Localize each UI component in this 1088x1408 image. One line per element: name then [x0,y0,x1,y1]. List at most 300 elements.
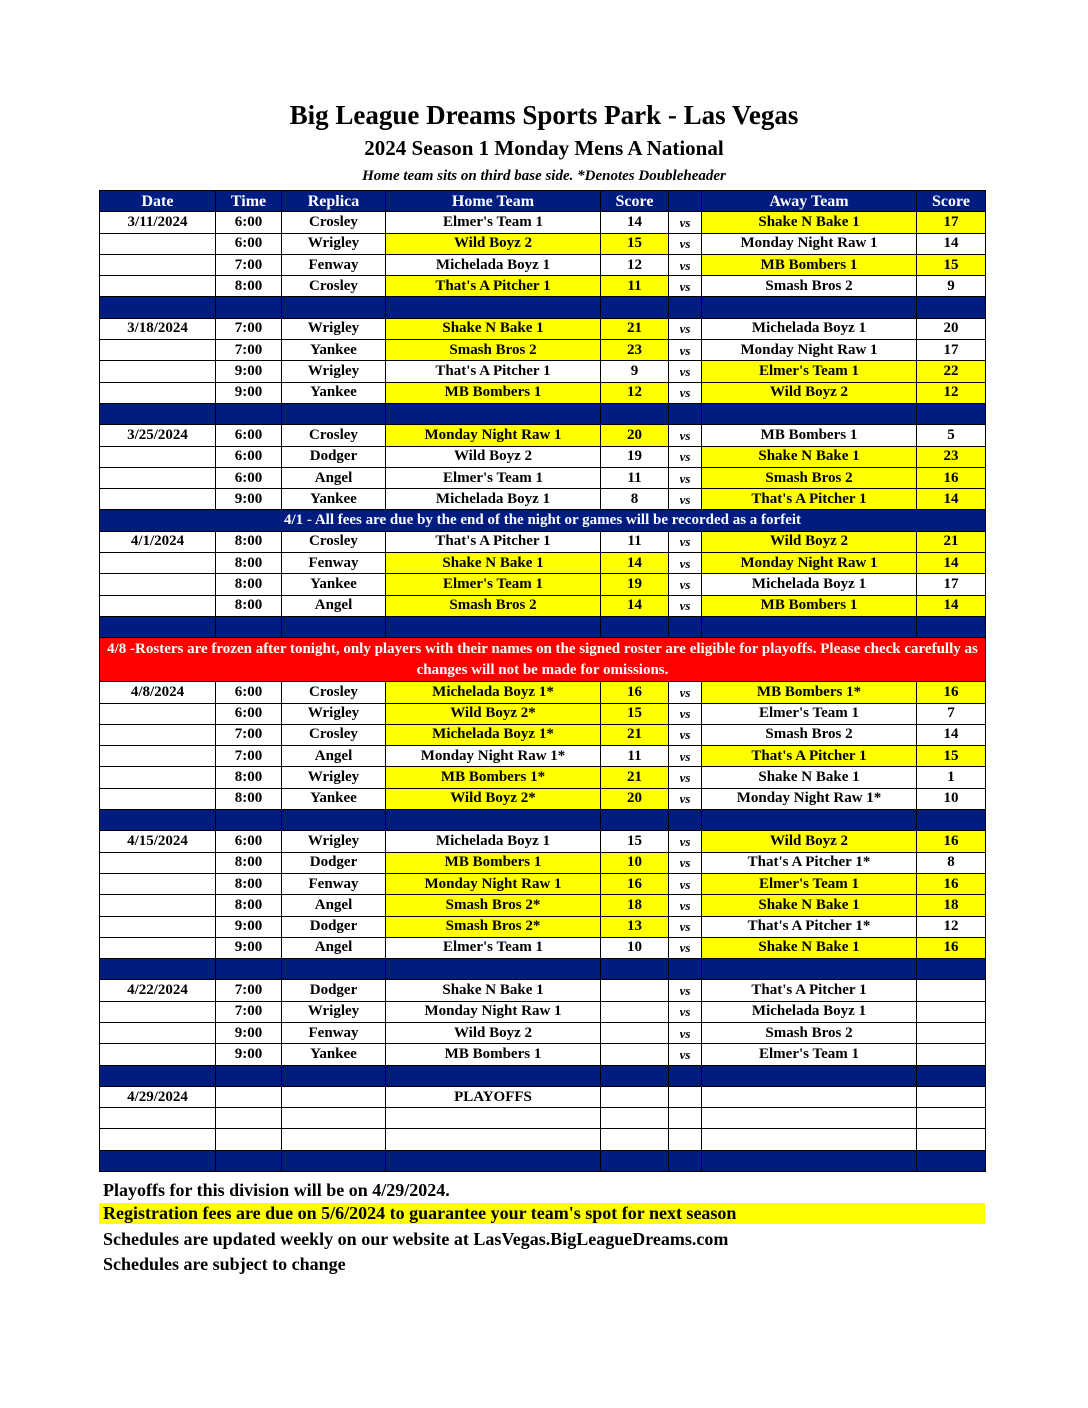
away-team: Shake N Bake 1 [702,767,917,788]
separator-row [100,959,986,980]
game-row [100,553,986,574]
home-score: 19 [601,446,669,467]
game-time: 9:00 [216,489,282,510]
away-score: 21 [917,531,986,552]
game-field: Dodger [282,916,386,937]
home-team: Smash Bros 2 [386,340,601,361]
game-time: 8:00 [216,895,282,916]
vs-label: vs [669,767,702,788]
game-field: Yankee [282,340,386,361]
game-field: Fenway [282,553,386,574]
column-header-away-score: Score [917,191,986,212]
home-score: 14 [601,212,669,233]
separator-cell [601,1065,669,1086]
game-date [100,574,216,595]
game-row [100,446,986,467]
separator-cell [917,959,986,980]
vs-label: vs [669,746,702,767]
vs-label: vs [669,574,702,595]
schedule-note: Home team sits on third base side. *Denotes Doubleheader [362,168,726,184]
game-field: Angel [282,595,386,616]
game-row [100,361,986,382]
away-team: Smash Bros 2 [702,724,917,745]
game-row [100,1022,986,1043]
separator-row [100,616,986,637]
game-time: 8:00 [216,553,282,574]
separator-cell [386,959,601,980]
separator-cell [216,1065,282,1086]
away-team: Shake N Bake 1 [702,446,917,467]
home-team: Smash Bros 2* [386,916,601,937]
home-team: Wild Boyz 2* [386,788,601,809]
home-team: Shake N Bake 1 [386,318,601,339]
separator-cell [100,403,216,424]
separator-cell [216,297,282,318]
home-score: 11 [601,746,669,767]
schedule-table [99,190,986,1172]
home-score [601,1086,669,1107]
game-row [100,595,986,616]
game-row [100,937,986,958]
home-team: Shake N Bake 1 [386,980,601,1001]
home-team: Michelada Boyz 1* [386,724,601,745]
separator-cell [100,297,216,318]
away-score: 15 [917,746,986,767]
vs-label: vs [669,276,702,297]
separator-cell [702,616,917,637]
game-row [100,831,986,852]
game-date [100,746,216,767]
game-field: Wrigley [282,1001,386,1022]
game-time: 8:00 [216,852,282,873]
home-score: 21 [601,767,669,788]
home-score: 16 [601,873,669,894]
separator-cell [100,959,216,980]
separator-cell [282,1150,386,1171]
game-field [282,1086,386,1107]
game-field: Fenway [282,254,386,275]
home-score: 11 [601,531,669,552]
game-row [100,340,986,361]
game-date: 3/25/2024 [100,425,216,446]
game-field: Yankee [282,1044,386,1065]
game-time: 8:00 [216,873,282,894]
away-team: Monday Night Raw 1* [702,788,917,809]
away-score: 16 [917,467,986,488]
game-date [100,489,216,510]
home-score: 18 [601,895,669,916]
home-score: 15 [601,831,669,852]
home-score: 12 [601,254,669,275]
away-score [917,1129,986,1150]
game-time: 6:00 [216,703,282,724]
home-score: 15 [601,233,669,254]
game-field: Crosley [282,682,386,703]
vs-label: vs [669,1022,702,1043]
footer-change-note: Schedules are subject to change [103,1254,346,1274]
separator-cell [669,403,702,424]
game-time [216,1129,282,1150]
page-title: Big League Dreams Sports Park - Las Vegas [289,100,799,130]
vs-label: vs [669,916,702,937]
separator-cell [216,959,282,980]
game-row [100,746,986,767]
vs-label: vs [669,254,702,275]
game-field: Fenway [282,1022,386,1043]
separator-cell [601,403,669,424]
separator-cell [702,297,917,318]
home-team: Smash Bros 2* [386,895,601,916]
game-field [282,1129,386,1150]
game-date [100,361,216,382]
game-time: 7:00 [216,318,282,339]
game-time: 6:00 [216,467,282,488]
page-subtitle: 2024 Season 1 Monday Mens A National [364,136,724,160]
game-row [100,703,986,724]
home-score [601,1001,669,1022]
vs-label: vs [669,382,702,403]
away-team: Elmer's Team 1 [702,1044,917,1065]
home-score: 12 [601,382,669,403]
game-time: 9:00 [216,382,282,403]
game-time: 7:00 [216,1001,282,1022]
vs-label: vs [669,340,702,361]
game-time: 6:00 [216,425,282,446]
home-score: 8 [601,489,669,510]
home-score [601,1022,669,1043]
home-team: MB Bombers 1* [386,767,601,788]
separator-cell [917,810,986,831]
away-team: Smash Bros 2 [702,1022,917,1043]
home-score: 15 [601,703,669,724]
game-time: 6:00 [216,212,282,233]
away-team: MB Bombers 1 [702,425,917,446]
away-score: 9 [917,276,986,297]
separator-cell [100,1065,216,1086]
table-header-row [100,191,986,212]
away-score [917,1086,986,1107]
column-header-time: Time [216,191,282,212]
vs-label: vs [669,233,702,254]
home-score: 16 [601,682,669,703]
home-score: 20 [601,425,669,446]
game-row [100,1044,986,1065]
separator-cell [282,403,386,424]
home-team: Wild Boyz 2 [386,233,601,254]
away-score [917,1001,986,1022]
game-field: Wrigley [282,233,386,254]
vs-label: vs [669,980,702,1001]
away-score [917,1044,986,1065]
game-date [100,724,216,745]
separator-cell [386,403,601,424]
game-time: 6:00 [216,446,282,467]
game-row [100,382,986,403]
home-score [601,980,669,1001]
home-score: 20 [601,788,669,809]
separator-row [100,403,986,424]
away-team: Wild Boyz 2 [702,831,917,852]
separator-cell [601,616,669,637]
vs-label: vs [669,1001,702,1022]
home-team: Monday Night Raw 1* [386,746,601,767]
game-row [100,531,986,552]
vs-label: vs [669,682,702,703]
game-date [100,254,216,275]
game-date: 4/29/2024 [100,1086,216,1107]
game-date [100,595,216,616]
game-time [216,1108,282,1129]
separator-cell [282,1065,386,1086]
game-time: 8:00 [216,788,282,809]
away-team: Monday Night Raw 1 [702,340,917,361]
home-team: Michelada Boyz 1 [386,489,601,510]
separator-cell [669,810,702,831]
game-date [100,788,216,809]
game-field: Wrigley [282,318,386,339]
away-score: 17 [917,574,986,595]
away-team: That's A Pitcher 1* [702,852,917,873]
vs-label: vs [669,212,702,233]
game-date [100,895,216,916]
game-time: 9:00 [216,361,282,382]
game-date [100,446,216,467]
separator-cell [917,403,986,424]
separator-cell [601,297,669,318]
vs-label: vs [669,873,702,894]
game-row [100,980,986,1001]
away-team: Monday Night Raw 1 [702,553,917,574]
game-field: Crosley [282,724,386,745]
game-row [100,425,986,446]
away-team: Elmer's Team 1 [702,703,917,724]
game-row [100,767,986,788]
home-team: Elmer's Team 1 [386,212,601,233]
game-date [100,937,216,958]
vs-label: vs [669,489,702,510]
game-row [100,318,986,339]
game-time: 8:00 [216,767,282,788]
home-team: Michelada Boyz 1* [386,682,601,703]
fee-notice-row [100,510,986,531]
home-team: Wild Boyz 2 [386,446,601,467]
game-date: 4/8/2024 [100,682,216,703]
game-date [100,1022,216,1043]
separator-cell [702,1065,917,1086]
vs-label [669,1108,702,1129]
home-score [601,1129,669,1150]
separator-cell [669,1065,702,1086]
separator-row [100,1150,986,1171]
away-score: 10 [917,788,986,809]
vs-label: vs [669,895,702,916]
game-field: Fenway [282,873,386,894]
game-date [100,233,216,254]
home-score [601,1108,669,1129]
vs-label: vs [669,852,702,873]
separator-cell [917,297,986,318]
home-score: 9 [601,361,669,382]
away-team: That's A Pitcher 1 [702,980,917,1001]
home-team: Elmer's Team 1 [386,937,601,958]
game-row [100,682,986,703]
away-team: Wild Boyz 2 [702,382,917,403]
away-team: That's A Pitcher 1 [702,746,917,767]
away-score: 14 [917,489,986,510]
home-score: 13 [601,916,669,937]
game-field: Crosley [282,531,386,552]
away-score: 16 [917,873,986,894]
separator-row [100,810,986,831]
separator-cell [216,810,282,831]
column-header-away-team: Away Team [702,191,917,212]
game-field: Yankee [282,382,386,403]
vs-label: vs [669,937,702,958]
game-time: 8:00 [216,574,282,595]
game-row [100,916,986,937]
game-row [100,1129,986,1150]
column-header-home-team: Home Team [386,191,601,212]
game-date [100,382,216,403]
away-score: 20 [917,318,986,339]
away-team: That's A Pitcher 1* [702,916,917,937]
game-row [100,233,986,254]
game-row [100,467,986,488]
separator-cell [702,959,917,980]
vs-label: vs [669,788,702,809]
home-score: 21 [601,318,669,339]
game-field: Crosley [282,425,386,446]
separator-cell [216,1150,282,1171]
game-date [100,916,216,937]
game-date: 4/15/2024 [100,831,216,852]
away-score: 5 [917,425,986,446]
game-date [100,767,216,788]
vs-label: vs [669,467,702,488]
away-team: Elmer's Team 1 [702,873,917,894]
separator-cell [669,297,702,318]
vs-label: vs [669,831,702,852]
vs-label: vs [669,531,702,552]
home-team: Monday Night Raw 1 [386,425,601,446]
away-team: MB Bombers 1 [702,595,917,616]
roster-notice-row [100,638,986,682]
home-score: 19 [601,574,669,595]
game-field: Crosley [282,212,386,233]
game-field: Crosley [282,276,386,297]
game-time: 9:00 [216,1044,282,1065]
game-field: Angel [282,937,386,958]
separator-cell [601,959,669,980]
game-field: Yankee [282,489,386,510]
game-date: 4/1/2024 [100,531,216,552]
home-team: MB Bombers 1 [386,1044,601,1065]
home-score: 11 [601,467,669,488]
game-field: Wrigley [282,361,386,382]
away-team: Elmer's Team 1 [702,361,917,382]
game-field: Dodger [282,980,386,1001]
game-field: Angel [282,895,386,916]
home-team: Smash Bros 2 [386,595,601,616]
home-team: Wild Boyz 2* [386,703,601,724]
game-row [100,873,986,894]
home-team: Monday Night Raw 1 [386,1001,601,1022]
game-field: Angel [282,746,386,767]
away-score: 12 [917,382,986,403]
vs-label: vs [669,724,702,745]
separator-cell [216,616,282,637]
game-field: Yankee [282,574,386,595]
game-time: 7:00 [216,980,282,1001]
away-score: 14 [917,233,986,254]
away-score: 18 [917,895,986,916]
separator-cell [100,616,216,637]
home-team [386,1108,601,1129]
away-score [917,980,986,1001]
game-date [100,1108,216,1129]
column-header-home-score: Score [601,191,669,212]
away-team: Shake N Bake 1 [702,212,917,233]
game-date [100,276,216,297]
game-row [100,724,986,745]
game-time: 6:00 [216,233,282,254]
away-team: Michelada Boyz 1 [702,574,917,595]
home-team: Elmer's Team 1 [386,574,601,595]
game-row [100,574,986,595]
game-row [100,276,986,297]
game-field [282,1108,386,1129]
game-row [100,1108,986,1129]
away-team: Smash Bros 2 [702,467,917,488]
away-score [917,1108,986,1129]
separator-cell [669,1150,702,1171]
column-header-vs [669,191,702,212]
separator-cell [282,810,386,831]
separator-cell [282,297,386,318]
separator-cell [386,1065,601,1086]
game-time: 7:00 [216,254,282,275]
away-team: That's A Pitcher 1 [702,489,917,510]
footer-website-note: Schedules are updated weekly on our website at LasVegas.BigLeagueDreams.com [103,1229,729,1249]
away-score: 22 [917,361,986,382]
vs-label: vs [669,425,702,446]
column-header-date: Date [100,191,216,212]
separator-cell [917,1065,986,1086]
away-score: 14 [917,553,986,574]
game-time: 6:00 [216,682,282,703]
schedule-body [100,212,986,1172]
game-field: Dodger [282,446,386,467]
away-team: Shake N Bake 1 [702,937,917,958]
separator-cell [386,616,601,637]
separator-cell [601,810,669,831]
game-date: 4/22/2024 [100,980,216,1001]
separator-cell [216,403,282,424]
vs-label: vs [669,703,702,724]
game-date: 3/18/2024 [100,318,216,339]
game-date [100,553,216,574]
game-time [216,1086,282,1107]
separator-cell [702,810,917,831]
game-time: 9:00 [216,916,282,937]
home-score [601,1044,669,1065]
separator-cell [100,1150,216,1171]
home-team: Michelada Boyz 1 [386,254,601,275]
home-team: MB Bombers 1 [386,382,601,403]
away-score: 17 [917,212,986,233]
away-score: 14 [917,595,986,616]
separator-cell [100,810,216,831]
